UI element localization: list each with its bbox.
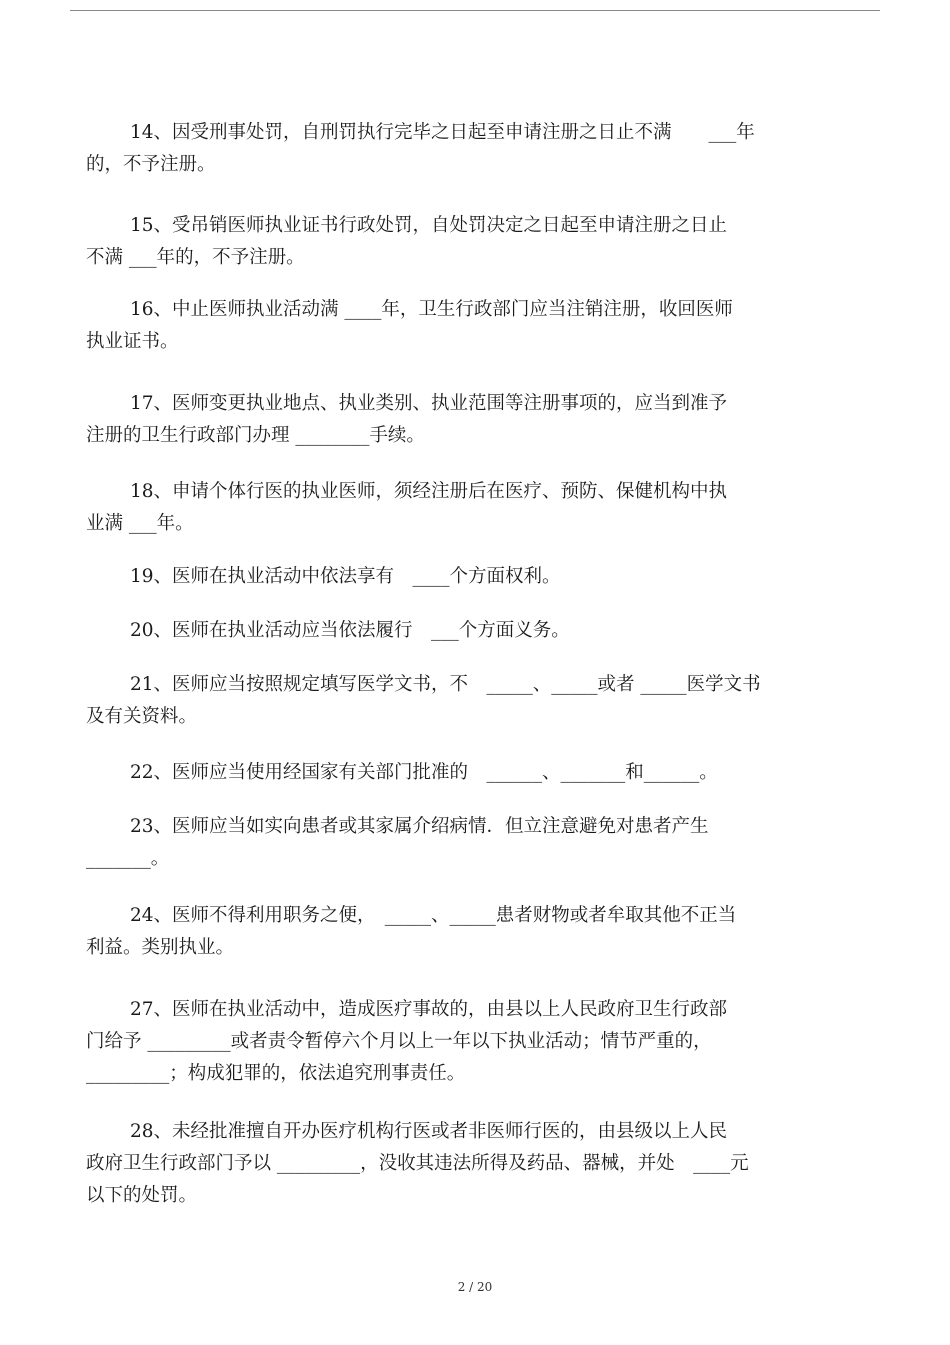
question-line: 21、医师应当按照规定填写医学文书，不 _____、_____或者 _____医学文书 [130,674,761,695]
question-line: 执业证书。 [86,331,179,352]
question-15 [86,210,866,274]
question-line: 16、中止医师执业活动满 ____年，卫生行政部门应当注销注册，收回医师 [130,299,733,320]
header-rule [70,10,880,11]
question-14 [86,117,866,181]
question-line: 20、医师在执业活动应当依法履行 ___个方面义务。 [130,620,570,641]
question-line: 19、医师在执业活动中依法享有 ____个方面权利。 [130,566,561,587]
question-line: 23、医师应当如实向患者或其家属介绍病情．但立注意避免对患者产生 [130,816,709,837]
question-line: 28、未经批准擅自开办医疗机构行医或者非医师行医的，由县级以上人民 [130,1121,728,1142]
question-line: 以下的处罚。 [86,1185,198,1206]
question-line: 及有关资料。 [86,706,198,727]
question-line: 27、医师在执业活动中，造成医疗事故的，由县以上人民政府卫生行政部 [130,999,728,1020]
question-line: 注册的卫生行政部门办理 ________手续。 [86,425,425,446]
question-line: _________；构成犯罪的，依法追究刑事责任。 [86,1063,466,1084]
question-line: 的，不予注册。 [86,154,216,175]
question-line: 17、医师变更执业地点、执业类别、执业范围等注册事项的，应当到准予 [130,393,728,414]
question-line: 18、申请个体行医的执业医师，须经注册后在医疗、预防、保健机构中执 [130,481,728,502]
question-20 [86,615,866,647]
question-22 [86,757,866,789]
question-18 [86,476,866,540]
question-line: 14、因受刑事处罚，自刑罚执行完毕之日起至申请注册之日止不满 ___年 [130,122,755,143]
page-number: 2 / 20 [457,1280,493,1294]
question-line: 政府卫生行政部门予以 _________，没收其违法所得及药品、器械，并处 ____元 [86,1153,749,1174]
question-line: 门给予 _________或者责令暂停六个月以上一年以下执业活动；情节严重的， [86,1031,712,1052]
question-line: 不满 ___年的，不予注册。 [86,247,305,268]
question-line: 24、医师不得利用职务之便， _____、_____患者财物或者牟取其他不正当 [130,905,737,926]
question-21 [86,669,866,733]
question-line: 22、医师应当使用经国家有关部门批准的 ______、_______和______。 [130,762,718,783]
question-line: 业满 ___年。 [86,513,194,534]
question-line: 利益。类别执业。 [86,937,235,958]
question-27 [86,994,866,1090]
question-line: _______。 [86,848,170,869]
question-line: 15、受吊销医师执业证书行政处罚，自处罚决定之日起至申请注册之日止 [130,215,728,236]
question-24 [86,900,866,964]
question-16 [86,294,866,358]
question-23 [86,811,866,875]
question-19 [86,561,866,593]
question-28 [86,1116,866,1212]
question-17 [86,388,866,452]
